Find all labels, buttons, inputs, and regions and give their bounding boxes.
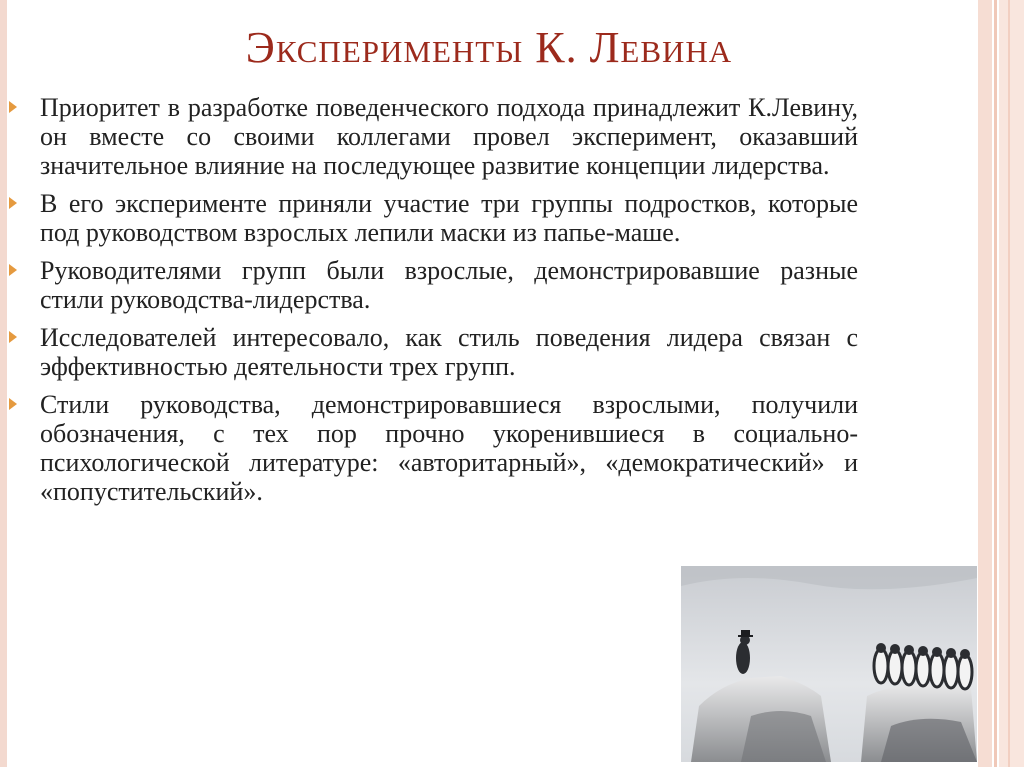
bullet-item	[40, 323, 858, 381]
bullet-text: В его эксперименте приняли участие три группы подростков, которые под руководством взрослых лепили маски из папье-маше.	[40, 189, 858, 247]
bullet-list	[40, 93, 858, 515]
right-frame-stripe	[978, 0, 992, 767]
bullet-item	[40, 189, 858, 247]
bullet-marker-icon	[9, 101, 17, 113]
bullet-item	[40, 390, 858, 506]
penguins-illustration	[681, 566, 977, 762]
bullet-marker-icon	[9, 264, 17, 276]
slide-title: Эксперименты К. Левина	[245, 23, 733, 72]
bullet-item	[40, 256, 858, 314]
right-frame-inner-line	[1008, 0, 1010, 767]
bullet-item	[40, 93, 858, 180]
right-frame-line	[994, 0, 997, 767]
bullet-marker-icon	[9, 331, 17, 343]
bullet-text: Стили руководства, демонстрировавшиеся взрослыми, получили обозначения, с тех пор прочно укоренившиеся в социально-психологической литературе: «авторитарный», «демократический» и «попустительский».	[40, 390, 858, 506]
bullet-text: Исследователей интересовало, как стиль поведения лидера связан с эффективностью деятельности трех групп.	[40, 323, 858, 381]
penguins-photo	[681, 566, 977, 762]
right-frame-edge	[999, 0, 1024, 767]
bullet-text: Приоритет в разработке поведенческого подхода принадлежит К.Левину, он вместе со своими коллегами провел эксперимент, оказавший значительное влияние на последующее развитие концепции лидерства.	[40, 93, 858, 180]
bullet-marker-icon	[9, 197, 17, 209]
left-frame-stripe	[0, 0, 7, 767]
bullet-text: Руководителями групп были взрослые, демонстрировавшие разные стили руководства-лидерства.	[40, 256, 858, 314]
bullet-marker-icon	[9, 398, 17, 410]
